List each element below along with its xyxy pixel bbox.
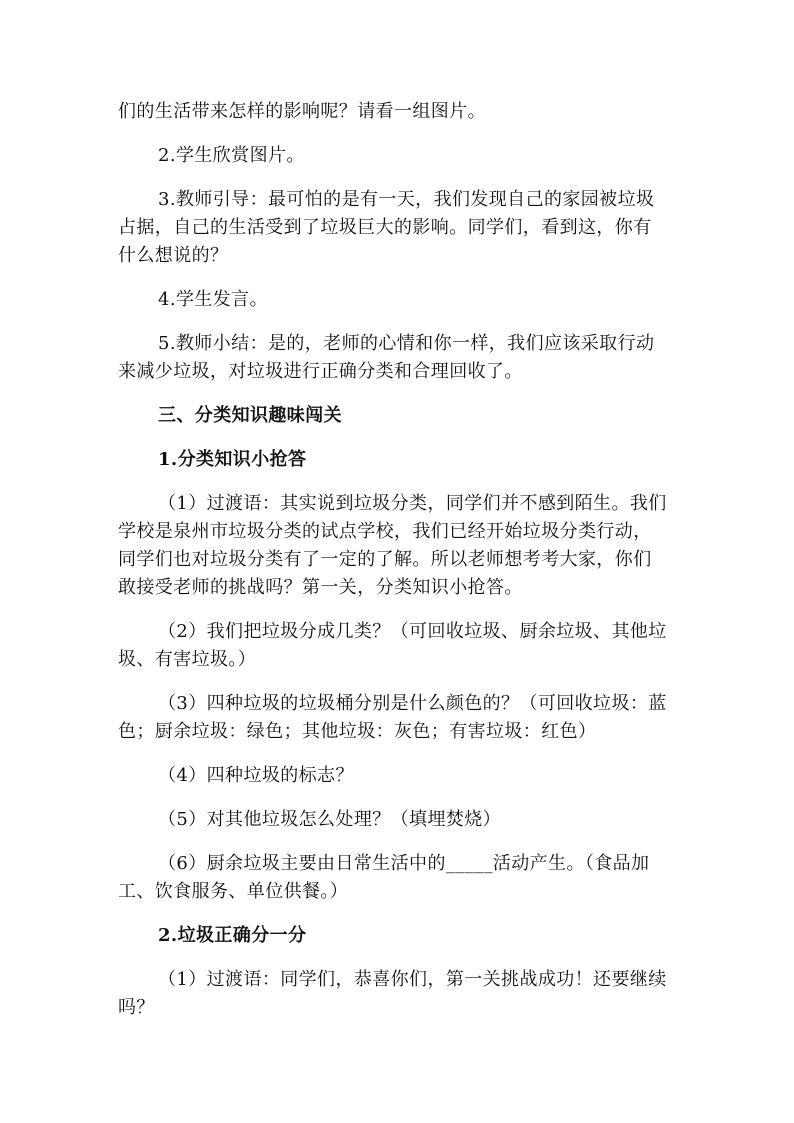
paragraph-line-17: （4）四种垃圾的标志？ [158,765,354,786]
subsection-heading-2: 2.垃圾正确分一分 [158,925,307,946]
paragraph-line-5: 什么想说的？ [118,245,229,266]
paragraph-line-9: （1）过渡语：其实说到垃圾分类，同学们并不感到陌生。我们 [158,493,667,514]
paragraph-line-16: 色；厨余垃圾：绿色；其他垃圾：灰色；有害垃圾：红色） [118,721,597,742]
paragraph-line-2: 2.学生欣赏图片。 [158,145,305,166]
paragraph-line-22: 吗？ [118,997,155,1018]
paragraph-line-14: 圾、有害垃圾。） [118,649,257,670]
paragraph-line-18: （5）对其他垃圾怎么处理？（填埋焚烧） [158,809,502,830]
paragraph-line-8: 来减少垃圾，对垃圾进行正确分类和合理回收了。 [118,361,523,382]
paragraph-line-6: 4.学生发言。 [158,289,268,310]
paragraph-line-21: （1）过渡语：同学们，恭喜你们，第一关挑战成功！还要继续 [158,969,667,990]
paragraph-line-7: 5.教师小结：是的，老师的心情和你一样，我们应该采取行动 [158,333,655,354]
paragraph-line-4: 占据，自己的生活受到了垃圾巨大的影响。同学们，看到这，你有 [118,217,652,238]
paragraph-line-15: （3）四种垃圾的垃圾桶分别是什么颜色的？（可回收垃圾：蓝 [158,693,667,714]
paragraph-line-11: 同学们也对垃圾分类有了一定的了解。所以老师想考考大家，你们 [118,549,652,570]
paragraph-line-3: 3.教师引导：最可怕的是有一天，我们发现自己的家园被垃圾 [158,189,655,210]
paragraph-line-10: 学校是泉州市垃圾分类的试点学校，我们已经开始垃圾分类行动， [118,521,652,542]
paragraph-line-1: 们的生活带来怎样的影响呢？请看一组图片。 [118,101,486,122]
paragraph-line-19: （6）厨余垃圾主要由日常生活中的_____活动产生。（食品加 [158,853,650,874]
section-heading: 三、分类知识趣味闯关 [158,405,342,426]
paragraph-line-20: 工、饮食服务、单位供餐。） [118,881,349,902]
paragraph-line-12: 敢接受老师的挑战吗？第一关，分类知识小抢答。 [118,577,523,598]
paragraph-line-13: （2）我们把垃圾分成几类？（可回收垃圾、厨余垃圾、其他垃 [158,621,667,642]
subsection-heading-1: 1.分类知识小抢答 [158,449,307,470]
